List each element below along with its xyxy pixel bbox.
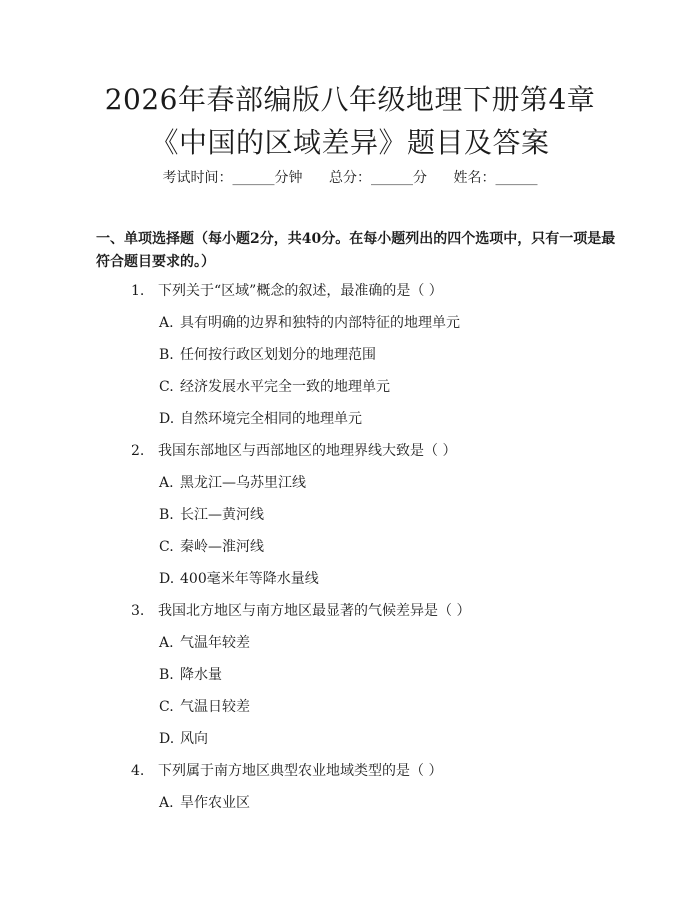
option-letter: C. [159, 379, 174, 395]
answer-option [159, 345, 599, 365]
answer-option [159, 409, 599, 429]
section-heading: 一、单项选择题（每小题2分，共40分。在每小题列出的四个选项中，只有一项是最符合题目要求的。） [96, 231, 616, 270]
option-text: 降水量 [180, 667, 222, 683]
question-text: 下列关于“区域”概念的叙述，最准确的是（ ） [158, 283, 443, 299]
answer-option [159, 793, 599, 813]
option-letter: B. [159, 667, 174, 683]
option-letter: B. [159, 507, 174, 523]
answer-option [159, 473, 599, 493]
answer-option [159, 505, 599, 525]
option-text: 风向 [180, 731, 208, 747]
total-score-field: 总分：______分 [329, 170, 427, 186]
option-text: 旱作农业区 [180, 795, 250, 811]
answer-option [159, 665, 599, 685]
option-text: 任何按行政区划划分的地理范围 [180, 347, 376, 363]
option-text: 长江—黄河线 [180, 507, 264, 523]
option-letter: A. [159, 635, 174, 651]
question-number: 2. [131, 443, 145, 459]
option-text: 具有明确的边界和独特的内部特征的地理单元 [180, 315, 460, 331]
question-number: 1. [131, 283, 145, 299]
question-stem [131, 601, 611, 621]
option-letter: D. [159, 731, 175, 747]
option-letter: B. [159, 347, 174, 363]
question-text: 我国北方地区与南方地区最显著的气候差异是（ ） [158, 603, 471, 619]
option-text: 气温年较差 [180, 635, 250, 651]
answer-option [159, 633, 599, 653]
option-letter: A. [159, 315, 174, 331]
question-number: 3. [131, 603, 145, 619]
option-letter: D. [159, 411, 175, 427]
student-name-field: 姓名：______ [453, 170, 538, 186]
option-text: 400毫米年等降水量线 [180, 571, 319, 587]
page-title: 2026年春部编版八年级地理下册第4章《中国的区域差异》题目及答案 [104, 83, 596, 159]
question-number: 4. [131, 763, 145, 779]
option-letter: A. [159, 475, 174, 491]
question-stem [131, 761, 611, 781]
answer-option [159, 569, 599, 589]
answer-option [159, 697, 599, 717]
option-letter: D. [159, 571, 175, 587]
answer-option [159, 377, 599, 397]
option-text: 秦岭—淮河线 [180, 539, 264, 555]
question-text: 我国东部地区与西部地区的地理界线大致是（ ） [158, 443, 457, 459]
option-text: 气温日较差 [180, 699, 250, 715]
option-text: 经济发展水平完全一致的地理单元 [180, 379, 390, 395]
answer-option [159, 313, 599, 333]
question-stem [131, 441, 611, 461]
option-text: 黑龙江—乌苏里江线 [180, 475, 306, 491]
option-letter: A. [159, 795, 174, 811]
answer-option [159, 729, 599, 749]
exam-time-field: 考试时间：______分钟 [162, 170, 303, 186]
answer-option [159, 537, 599, 557]
question-stem [131, 281, 611, 301]
question-text: 下列属于南方地区典型农业地域类型的是（ ） [158, 763, 443, 779]
option-letter: C. [159, 539, 174, 555]
option-letter: C. [159, 699, 174, 715]
exam-info-line [0, 168, 700, 188]
option-text: 自然环境完全相同的地理单元 [180, 411, 362, 427]
